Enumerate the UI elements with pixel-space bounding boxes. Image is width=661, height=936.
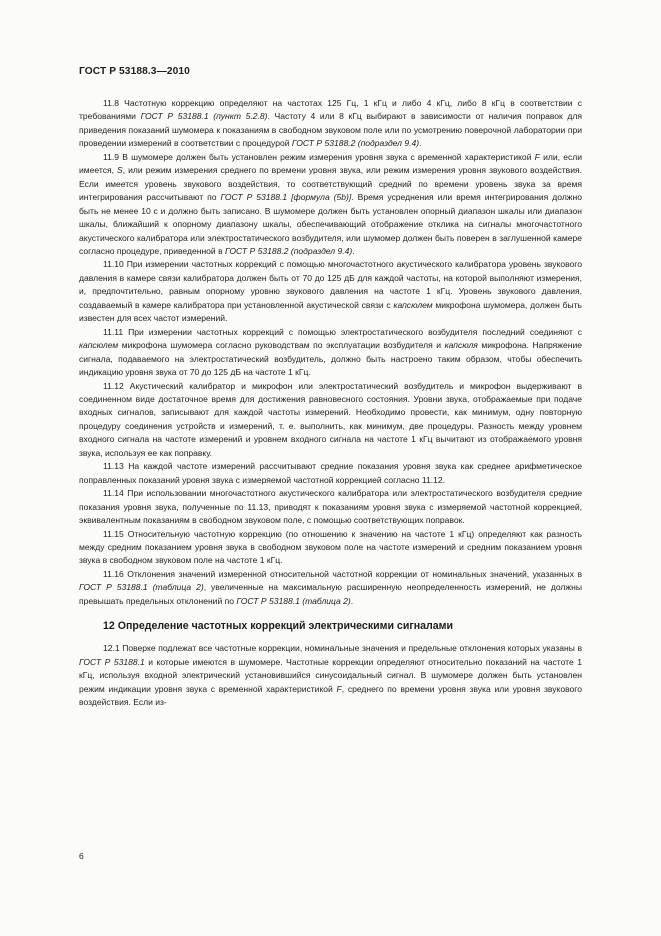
paragraph: [79, 528, 582, 568]
reference-text: ГОСТ Р 53188.2 (подраздел 9.4): [225, 245, 353, 256]
paragraph-text: , или режим измерения среднего по времени уровня звука, или режим измерения уровня звукового воздействия. Если имеется уровень звукового воздействия, то соответствующий средний по времени уровень звука за время интегрирования рассчитывают по: [79, 165, 583, 203]
reference-text: ГОСТ Р 53188.2 (подраздел 9.4): [291, 138, 420, 149]
paragraph: [79, 151, 582, 259]
document-header: ГОСТ Р 53188.3—2010: [79, 66, 190, 77]
paragraph-text: .: [352, 245, 355, 256]
paragraph-text: . Частоту 4 или 8 кГц выбирают в зависимости от наличия поправок для приведения показаний шумомера к показаниям в свободном звуковом поле или по усмотрению поверочной лаборатории при проведении измерений в соответствии с процедурой: [79, 111, 582, 149]
paragraph-text: 11.13 На каждой частоте измерений рассчитывают средние показания уровня звука как среднее арифметическое поправленных показаний уровня звука с измеряемой частотной коррекцией согласно 11.12.: [79, 461, 582, 485]
paragraph: [79, 380, 582, 461]
paragraph: [79, 642, 582, 709]
paragraph-text: 11.14 При использовании многочастотного акустического калибратора или электростатического возбудителя средние показания уровня звука, полученные по 11.13, приводят к показаниям уровня звука с измеряемой частотной коррекцией, эквивалентным показаниям в свободном звуковом поле, с помощью соответствующих поправок.: [79, 488, 582, 526]
reference-text: капсюля: [444, 340, 478, 351]
paragraph-text: , среднего по времени уровня звука или уровня звукового воздействия. Если из-: [79, 683, 582, 708]
reference-text: ГОСТ Р 53188.1 (пункт 5.2.8): [140, 111, 268, 122]
paragraph-text: 11.15 Относительную частотную коррекцию (по отношению к значению на частоте 1 кГц) определяют как разность между средним показанием уровня звука в свободном звуковом поле на частоте измерений и средним показанием уровня звука в свободном звуковом поле на частоте 1 кГц.: [79, 528, 582, 566]
reference-text: ГОСТ Р 53188.1 [формула (5b)]: [220, 192, 352, 203]
reference-text: капсюлем: [393, 299, 433, 310]
reference-text: ГОСТ Р 53188.1 (таблица 2): [236, 595, 351, 606]
paragraph: [79, 258, 582, 325]
paragraph-text: 11.8 Частотную коррекцию определяют на частотах 125 Гц, 1 кГц и либо 4 кГц, либо 8 кГц в соответствии с требованиями: [79, 98, 582, 122]
paragraph-text: или, если имеется,: [79, 151, 583, 176]
page-number: 6: [79, 851, 84, 861]
paragraph-text: микрофона. Напряжение сигнала, подаваемого на электростатический возбудитель, должно быть настроено таким образом, чтобы обеспечить индикацию уровня звука от 70 до 125 дБ на частоте 1 кГц.: [79, 340, 582, 378]
reference-text: F: [336, 683, 342, 694]
reference-text: ГОСТ Р 53188.1: [79, 656, 145, 667]
clause-12-paragraphs: [79, 642, 582, 709]
paragraph-text: 12.1 Поверке подлежат все частотные коррекции, номинальные значения и предельные отклонения которых указаны в: [103, 643, 582, 654]
reference-text: F: [534, 151, 540, 162]
paragraph-text: микрофона шумомера, должен быть известен для всех частот измерений.: [79, 299, 582, 324]
reference-text: капсюлем: [79, 340, 119, 351]
paragraph-text: .: [419, 138, 422, 149]
paragraph-text: микрофона шумомера согласно руководствам по эксплуатации возбудителя и: [118, 340, 445, 351]
paragraph-text: 11.9 В шумомере должен быть установлен режим измерения уровня звука с временной характеристикой: [103, 151, 535, 162]
paragraph-text: , увеличенные на максимальную расширенную неопределенность измерений, не должны превышать предельных отклонений по: [79, 582, 582, 606]
paragraph: [79, 326, 582, 380]
paragraph-text: 11.10 При измерении частотных коррекций с помощью многочастотного акустического калибратора уровень звукового давления в камере связи калибратора должен быть от 70 до 125 дБ для каждой частоты, на которой выполняют измерения, и, предпочтительно, равным опорному уровню звукового давления на частоте 1 кГц. Уровень звукового давления, создаваемый в камере калибратора при установленной акустической связи с: [79, 259, 582, 310]
paragraph-text: и которые имеются в шумомере. Частотные коррекции определяют относительно показаний на частоте 1 кГц, используя входной электрический установившийся синусоидальный сигнал. В шумомере должен быть установлен режим индикации уровня звука с временной характеристикой: [79, 656, 582, 694]
paragraph-text: 11.11 При измерении частотных коррекций с помощью электростатического возбудителя последний соединяют с: [103, 326, 582, 337]
paragraph-text: . Время усреднения или время интегрирования должно быть не менее 10 с и должно быть записано. В шумомере должен быть установлен опорный диапазон шкалы или диапазон шкалы, ближайший к опорному диапазону шкалы, обеспечивающий отображение отклика на сигналы многочастотного акустического калибратора или электростатического возбудителя, или шумомер должен быть поверен в заглушенной камере согласно процедуре, приведенной в: [79, 192, 582, 256]
clause-11-paragraphs: [79, 97, 582, 608]
paragraph: [79, 487, 582, 527]
document-body: [79, 97, 582, 709]
paragraph-text: 11.16 Отклонения значений измеренной относительной частотной коррекции от номинальных значений, указанных в: [103, 568, 582, 579]
paragraph: [79, 568, 582, 608]
paragraph: [79, 460, 582, 487]
paragraph-text: .: [350, 595, 354, 606]
paragraph: [79, 97, 582, 151]
paragraph-text: 11.12 Акустический калибратор и микрофон или электростатический возбудитель и микрофон выдерживают в соединенном виде достаточное время для достижения равновесного состояния. Уровни звука, отображаемые при подаче входных сигналов, записывают для каждой частоты измерений. Необходимо провести, как минимум, одну повторную процедуру соединения устройств и измерений, т. е. выполнить, как минимум, две процедуры. Разность между уровнем входного сигнала на частоте измерений и уровнем входного сигнала на частоте 1 кГц вычитают из отображаемого уровня звука, используя ее как поправку.: [79, 380, 582, 458]
section-heading: 12 Определение частотных коррекций электрическими сигналами: [103, 620, 454, 633]
reference-text: ГОСТ Р 53188.1 (таблица 2): [79, 582, 204, 593]
reference-text: S: [117, 165, 123, 176]
